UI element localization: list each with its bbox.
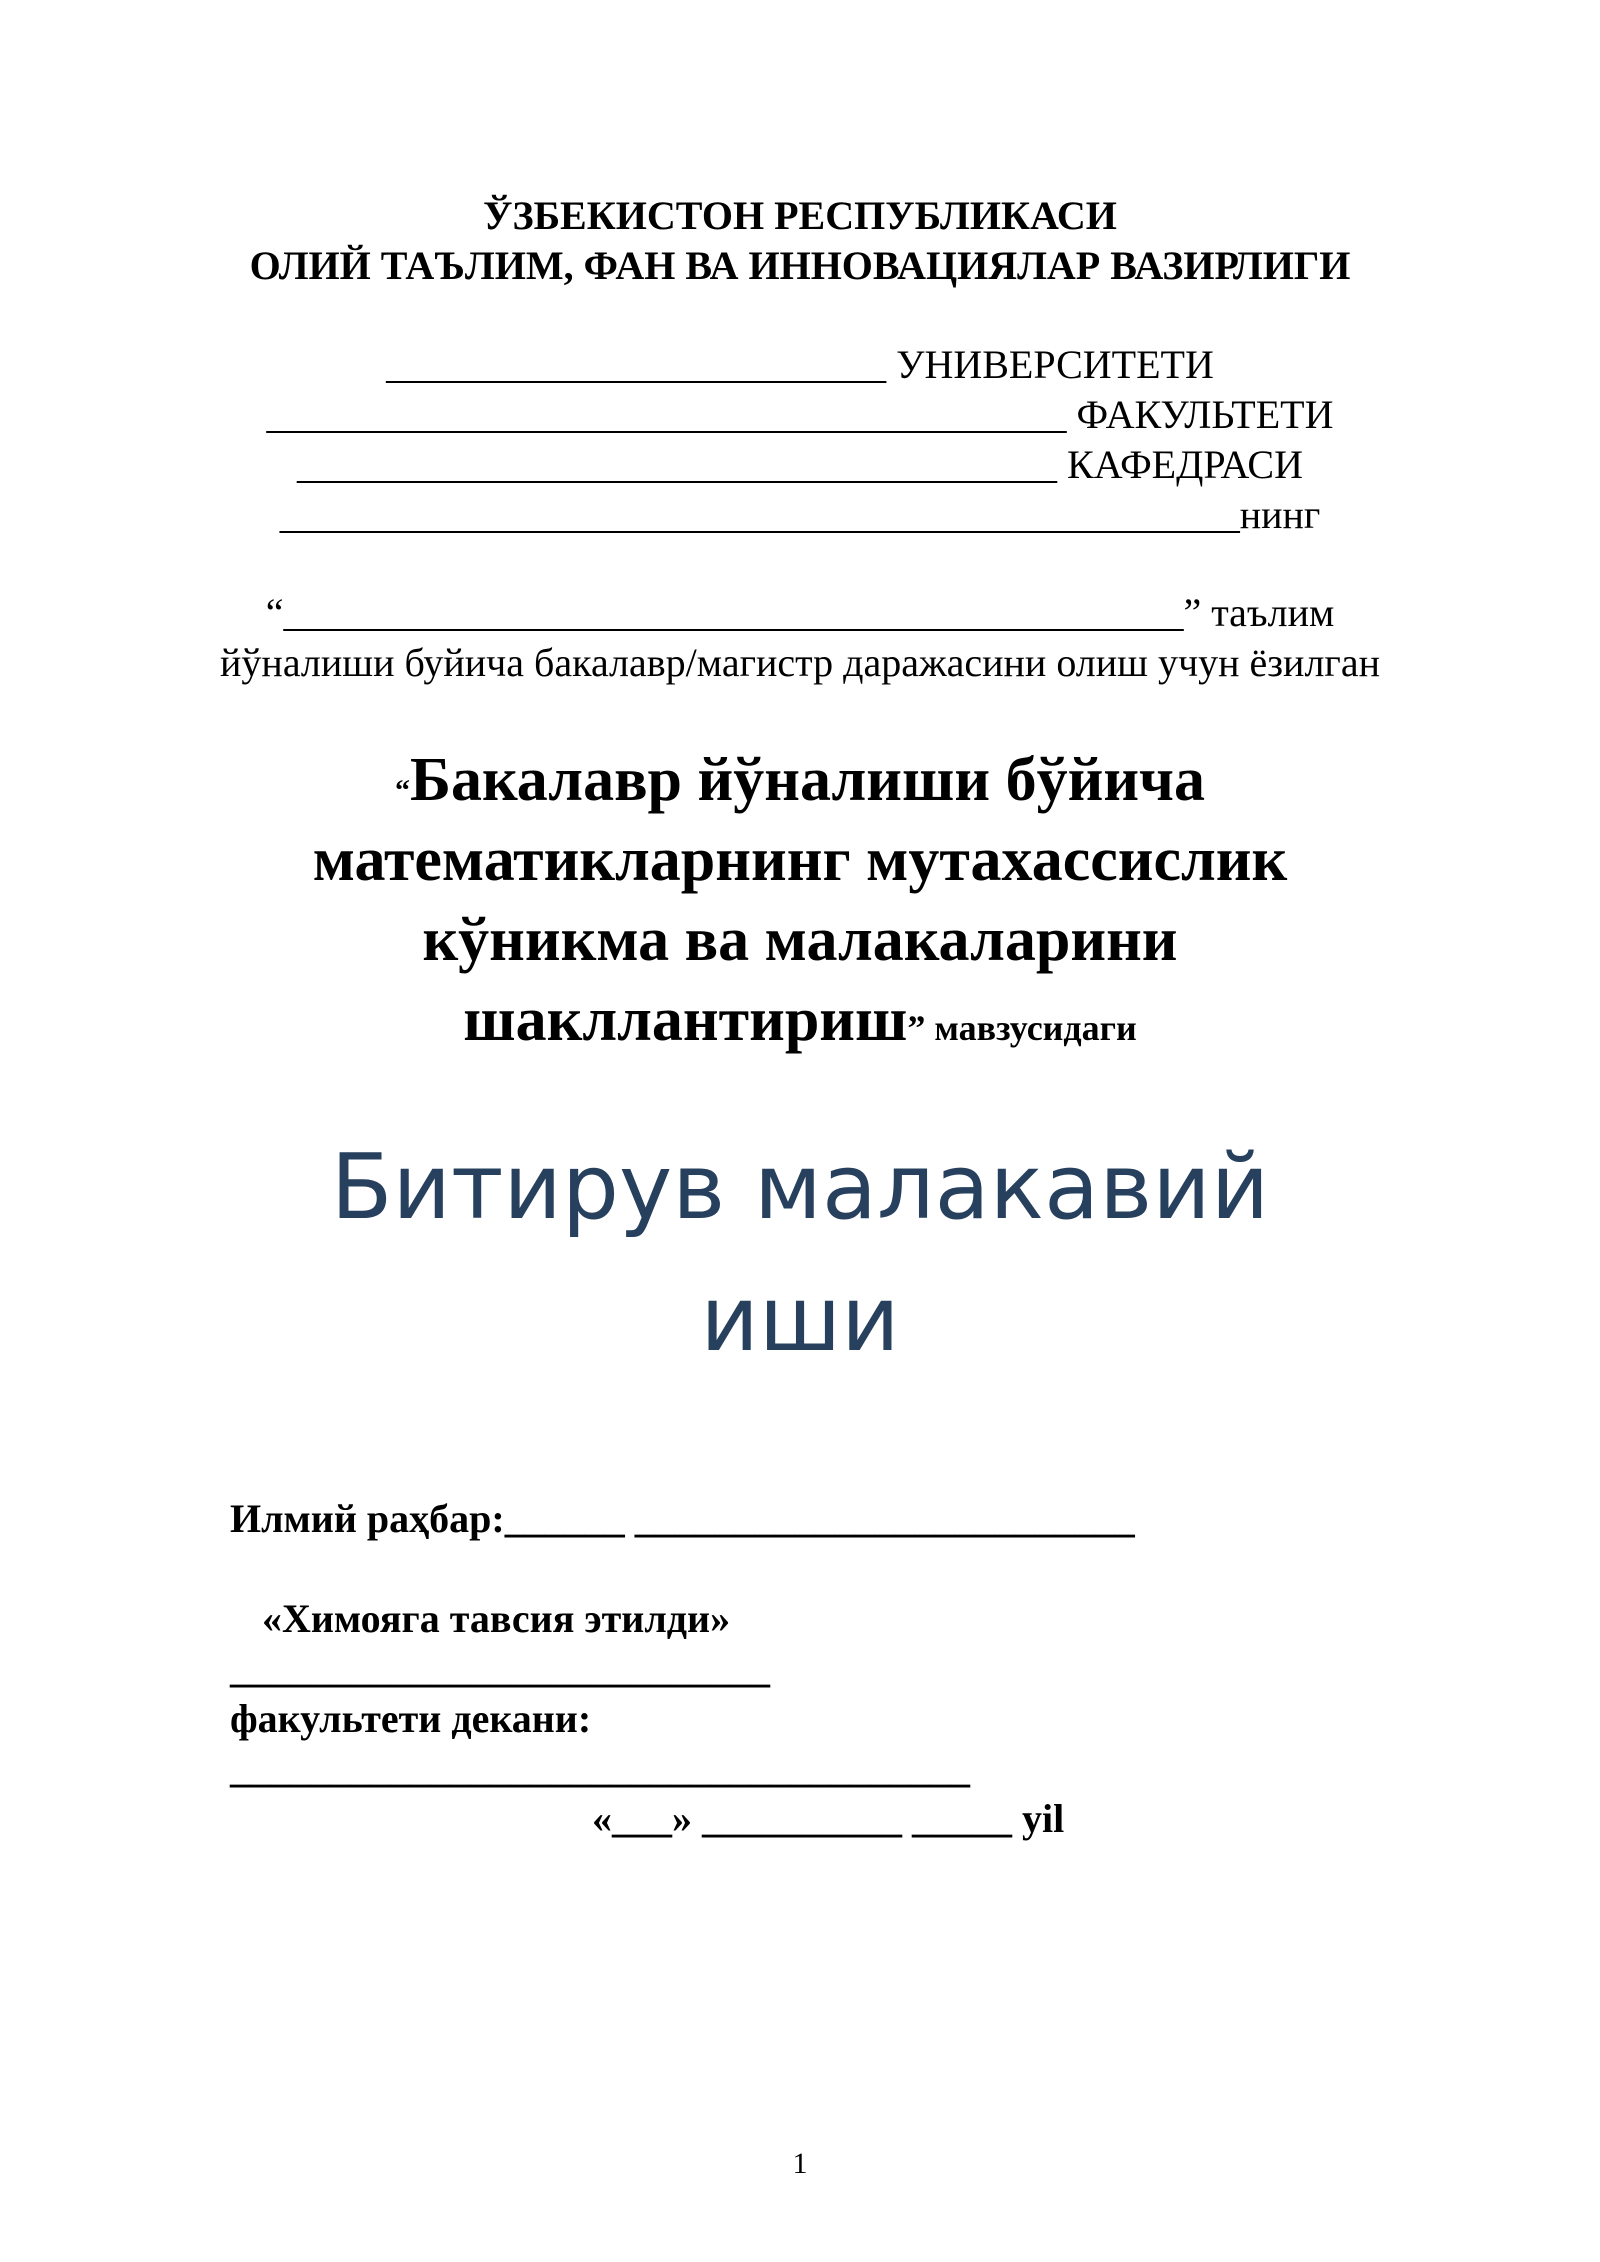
topic-text-1: Бакалавр йўналиши бўйича [409, 746, 1206, 814]
page-number: 1 [792, 2147, 808, 2180]
degree-purpose-line: йўналиши буйича бакалавр/магистр даражасини олиш учун ёзилган [220, 640, 1380, 685]
topic-line-1 [0, 740, 1600, 831]
university-line: _________________________ УНИВЕРСИТЕТИ [386, 342, 1214, 387]
student-line: ________________________________________________нинг [279, 492, 1321, 537]
department-line: ______________________________________ КАФЕДРАСИ [297, 442, 1303, 487]
dean-underline: _____________________________________ [230, 1746, 970, 1791]
topic-line-3: кўникма ва малакаларини [422, 906, 1178, 974]
topic-text-4: шакллантириш [463, 986, 908, 1054]
ministry-heading: ОЛИЙ ТАЪЛИМ, ФАН ВА ИННОВАЦИЯЛАР ВАЗИРЛИГИ [249, 243, 1351, 288]
topic-open-quote: “ [394, 774, 410, 807]
date-line: «___» __________ _____ yil [592, 1796, 1065, 1841]
topic-line-4 [0, 980, 1600, 1068]
topic-suffix: мавзусидаги [925, 1008, 1137, 1048]
recommendation-underline: ___________________________ [230, 1646, 770, 1691]
faculty-line: ________________________________________ ФАКУЛЬТЕТИ [266, 392, 1334, 437]
topic-line-2: математикларнинг мутахассислик [312, 826, 1288, 894]
work-title-line-2: иши [700, 1267, 900, 1372]
topic-close-quote: ” [907, 1008, 926, 1048]
supervisor-line: Илмий раҳбар:______ _________________________ [230, 1496, 1135, 1541]
work-title-line-1: Битирув малакавий [330, 1135, 1270, 1240]
dean-label: факультети декани: [230, 1696, 592, 1741]
defense-recommendation: «Химояга тавсия этилди» [262, 1596, 731, 1641]
republic-heading: ЎЗБЕКИСТОН РЕСПУБЛИКАСИ [483, 193, 1117, 238]
direction-line: “_____________________________________________” таълим [265, 590, 1335, 635]
